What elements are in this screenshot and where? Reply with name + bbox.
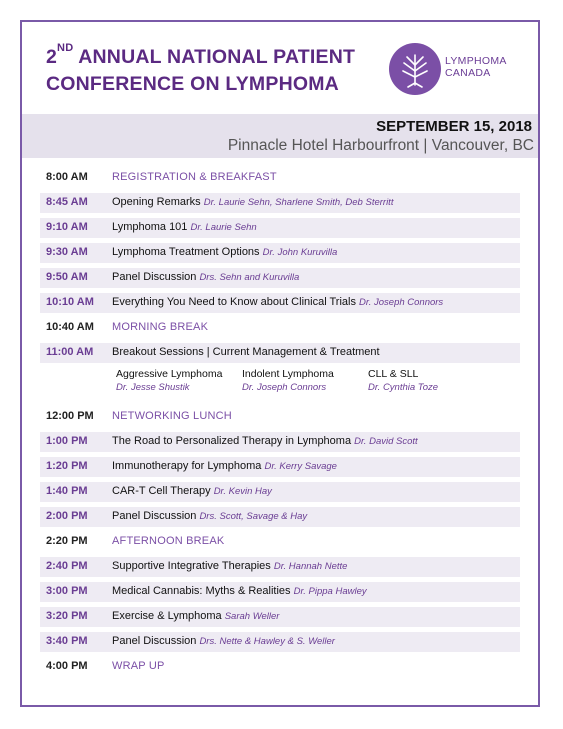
session-speaker: Dr. Laurie Sehn, Sharlene Smith, Deb Sterritt <box>203 197 394 208</box>
session-speaker: Dr. Laurie Sehn <box>190 222 257 233</box>
session-title: The Road to Personalized Therapy in Lymphoma <box>112 435 352 447</box>
schedule-row <box>40 168 520 188</box>
schedule-row <box>40 218 520 238</box>
logo-wordmark: LYMPHOMA CANADA <box>445 55 507 79</box>
schedule-row <box>40 293 520 313</box>
session-title: MORNING BREAK <box>112 321 209 333</box>
session-title: NETWORKING LUNCH <box>112 410 232 422</box>
title-line-2: CONFERENCE ON LYMPHOMA <box>46 73 339 95</box>
schedule-row <box>40 532 520 552</box>
schedule-time: 2:40 PM <box>46 560 88 572</box>
session-title: Medical Cannabis: Myths & Realities <box>112 585 291 597</box>
schedule-time: 2:20 PM <box>46 535 88 547</box>
schedule-row <box>40 193 520 213</box>
lymphoma-canada-logo <box>389 43 517 95</box>
schedule-row <box>40 582 520 602</box>
schedule-row <box>40 507 520 527</box>
session-speaker: Dr. Joseph Connors <box>359 297 444 308</box>
session-title: Panel Discussion <box>112 271 197 283</box>
event-date: SEPTEMBER 15, 2018 <box>376 118 532 135</box>
schedule-time: 10:10 AM <box>46 296 94 308</box>
schedule-session <box>112 635 335 647</box>
session-title: Lymphoma Treatment Options <box>112 246 260 258</box>
session-title: Breakout Sessions | Current Management & Treatment <box>112 346 380 358</box>
session-speaker: Sarah Weller <box>224 611 280 622</box>
schedule-time: 9:50 AM <box>46 271 88 283</box>
session-speaker: Dr. John Kuruvilla <box>262 247 338 258</box>
schedule-time: 1:00 PM <box>46 435 88 447</box>
schedule-time: 3:00 PM <box>46 585 88 597</box>
schedule-time: 11:00 AM <box>46 346 94 358</box>
schedule-time: 1:40 PM <box>46 485 88 497</box>
page-title <box>46 44 355 98</box>
schedule-session <box>112 435 418 447</box>
breakout-session: CLL & SLL Dr. Cynthia Toze <box>368 368 439 393</box>
schedule-time: 1:20 PM <box>46 460 88 472</box>
schedule-session <box>112 460 337 472</box>
schedule-time: 4:00 PM <box>46 660 88 672</box>
schedule-session <box>112 171 277 183</box>
schedule-time: 3:20 PM <box>46 610 88 622</box>
schedule-time: 8:00 AM <box>46 171 88 183</box>
session-title: AFTERNOON BREAK <box>112 535 225 547</box>
session-speaker: Drs. Sehn and Kuruvilla <box>199 272 300 283</box>
schedule-session <box>112 321 208 333</box>
session-title: Panel Discussion <box>112 510 197 522</box>
session-title: Exercise & Lymphoma <box>112 610 222 622</box>
schedule-time: 2:00 PM <box>46 510 88 522</box>
session-title: Immunotherapy for Lymphoma <box>112 460 262 472</box>
schedule-session <box>112 221 257 233</box>
schedule-session <box>112 660 165 672</box>
schedule-row <box>40 457 520 477</box>
session-speaker: Drs. Scott, Savage & Hay <box>199 511 308 522</box>
title-line-1: 2ND ANNUAL NATIONAL PATIENT <box>46 42 356 68</box>
session-title: Lymphoma 101 <box>112 221 188 233</box>
session-speaker: Drs. Nette & Hawley & S. Weller <box>199 636 335 647</box>
schedule-time: 3:40 PM <box>46 635 88 647</box>
breakout-session: Aggressive Lymphoma Dr. Jesse Shustik <box>116 368 223 393</box>
schedule-session <box>112 271 299 283</box>
schedule-session <box>112 610 279 622</box>
session-title: CAR-T Cell Therapy <box>112 485 211 497</box>
schedule-row <box>40 432 520 452</box>
schedule-row <box>40 268 520 288</box>
schedule-session <box>112 485 272 497</box>
schedule-time: 10:40 AM <box>46 321 94 333</box>
session-title: Supportive Integrative Therapies <box>112 560 271 572</box>
event-venue: Pinnacle Hotel Harbourfront | Vancouver, BC <box>227 137 534 154</box>
session-title: Everything You Need to Know about Clinical Trials <box>112 296 356 308</box>
schedule-row <box>40 243 520 263</box>
schedule-row <box>40 318 520 338</box>
tree-icon <box>389 43 441 95</box>
schedule-session <box>112 560 347 572</box>
schedule-session <box>112 346 380 358</box>
schedule-row <box>40 632 520 652</box>
schedule-row <box>40 407 520 427</box>
schedule-time: 12:00 PM <box>46 410 94 422</box>
schedule-time: 8:45 AM <box>46 196 88 208</box>
schedule-row <box>40 607 520 627</box>
schedule-session <box>112 410 232 422</box>
breakout-session: Indolent Lymphoma Dr. Joseph Connors <box>242 368 334 393</box>
schedule-row <box>40 482 520 502</box>
session-title: Opening Remarks <box>112 196 201 208</box>
schedule-session <box>112 196 393 208</box>
session-title: Panel Discussion <box>112 635 197 647</box>
schedule-session <box>112 535 224 547</box>
session-title: REGISTRATION & BREAKFAST <box>112 171 277 183</box>
schedule-row <box>40 657 520 677</box>
schedule-time: 9:30 AM <box>46 246 88 258</box>
schedule-time: 9:10 AM <box>46 221 88 233</box>
schedule-session <box>112 296 443 308</box>
schedule-session <box>112 585 367 597</box>
session-title: WRAP UP <box>112 660 165 672</box>
schedule-session <box>112 510 307 522</box>
session-speaker: Dr. Hannah Nette <box>273 561 348 572</box>
session-speaker: Dr. Kerry Savage <box>264 461 337 472</box>
schedule-row <box>40 557 520 577</box>
schedule-row <box>40 343 520 363</box>
schedule-session <box>112 246 337 258</box>
session-speaker: Dr. David Scott <box>354 436 418 447</box>
session-speaker: Dr. Kevin Hay <box>213 486 272 497</box>
session-speaker: Dr. Pippa Hawley <box>293 586 367 597</box>
